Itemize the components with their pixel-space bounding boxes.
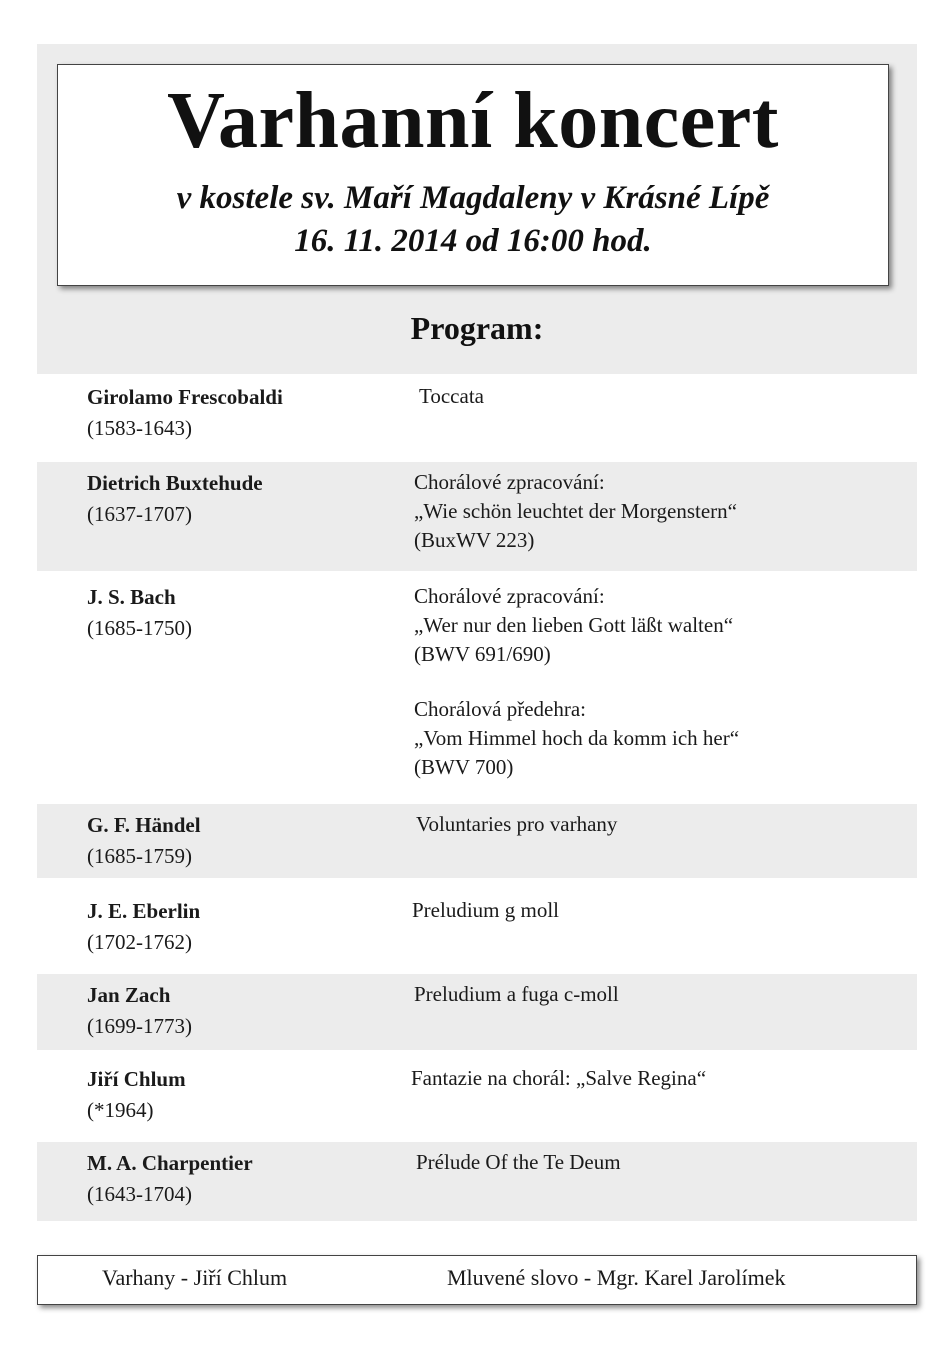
work-line: Chorálové zpracování: <box>414 584 605 608</box>
composer-name: J. E. Eberlin <box>87 899 201 923</box>
composer <box>87 582 192 644</box>
composer-name: G. F. Händel <box>87 813 201 837</box>
work-line: (BWV 691/690) <box>414 642 551 666</box>
work-line: Preludium a fuga c-moll <box>414 982 619 1006</box>
work-line: Preludium g moll <box>412 898 559 922</box>
program-row <box>37 804 917 878</box>
date-line: 16. 11. 2014 od 16:00 hod. <box>294 223 652 259</box>
work <box>416 810 617 839</box>
work-line: „Wer nur den lieben Gott läßt walten“ <box>414 613 734 637</box>
composer-name: Dietrich Buxtehude <box>87 471 263 495</box>
work-line: „Vom Himmel hoch da komm ich her“ <box>414 726 740 750</box>
work-line: Voluntaries pro varhany <box>416 812 618 836</box>
composer <box>87 1148 253 1210</box>
work <box>414 980 619 1009</box>
program-row <box>37 1142 917 1221</box>
work-line: (BuxWV 223) <box>414 528 535 552</box>
composer-years: (*1964) <box>87 1098 154 1122</box>
composer-name: J. S. Bach <box>87 585 176 609</box>
program-row <box>37 376 917 458</box>
work-line: „Wie schön leuchtet der Morgenstern“ <box>414 499 737 523</box>
program-row <box>37 1058 917 1136</box>
concert-title: Varhanní koncert <box>167 77 779 165</box>
work <box>419 382 484 411</box>
composer-name: Jiří Chlum <box>87 1067 186 1091</box>
work-line: Fantazie na chorál: „Salve Regina“ <box>411 1066 707 1090</box>
composer <box>87 382 283 444</box>
program-row <box>37 974 917 1050</box>
composer-years: (1685-1759) <box>87 844 192 868</box>
work-line: Toccata <box>419 384 484 408</box>
work <box>414 468 737 555</box>
composer-years: (1702-1762) <box>87 930 192 954</box>
composer-years: (1643-1704) <box>87 1182 192 1206</box>
work-line: (BWV 700) <box>414 755 514 779</box>
program-row <box>37 890 917 964</box>
composer-years: (1583-1643) <box>87 416 192 440</box>
speaker-credit: Mluvené slovo - Mgr. Karel Jarolímek <box>447 1265 786 1290</box>
composer <box>87 896 200 958</box>
work-line: Prélude Of the Te Deum <box>416 1150 621 1174</box>
work <box>414 582 739 782</box>
program-row <box>37 576 917 802</box>
composer-years: (1699-1773) <box>87 1014 192 1038</box>
organist-credit: Varhany - Jiří Chlum <box>102 1265 288 1290</box>
footer-box <box>37 1255 917 1305</box>
composer-name: Jan Zach <box>87 983 171 1007</box>
work-line: Chorálové zpracování: <box>414 470 605 494</box>
composer <box>87 810 201 872</box>
work-line: Chorálová předehra: <box>414 697 587 721</box>
composer <box>87 980 192 1042</box>
venue-line: v kostele sv. Maří Magdaleny v Krásné Lípě <box>176 180 770 216</box>
composer-name: M. A. Charpentier <box>87 1151 253 1175</box>
work <box>412 896 559 925</box>
work <box>411 1064 706 1093</box>
title-box <box>57 64 889 286</box>
work <box>416 1148 621 1177</box>
composer <box>87 468 263 530</box>
composer-years: (1685-1750) <box>87 616 192 640</box>
composer-name: Girolamo Frescobaldi <box>87 385 283 409</box>
composer <box>87 1064 186 1126</box>
program-row <box>37 462 917 571</box>
program-heading: Program: <box>410 310 544 346</box>
composer-years: (1637-1707) <box>87 502 192 526</box>
